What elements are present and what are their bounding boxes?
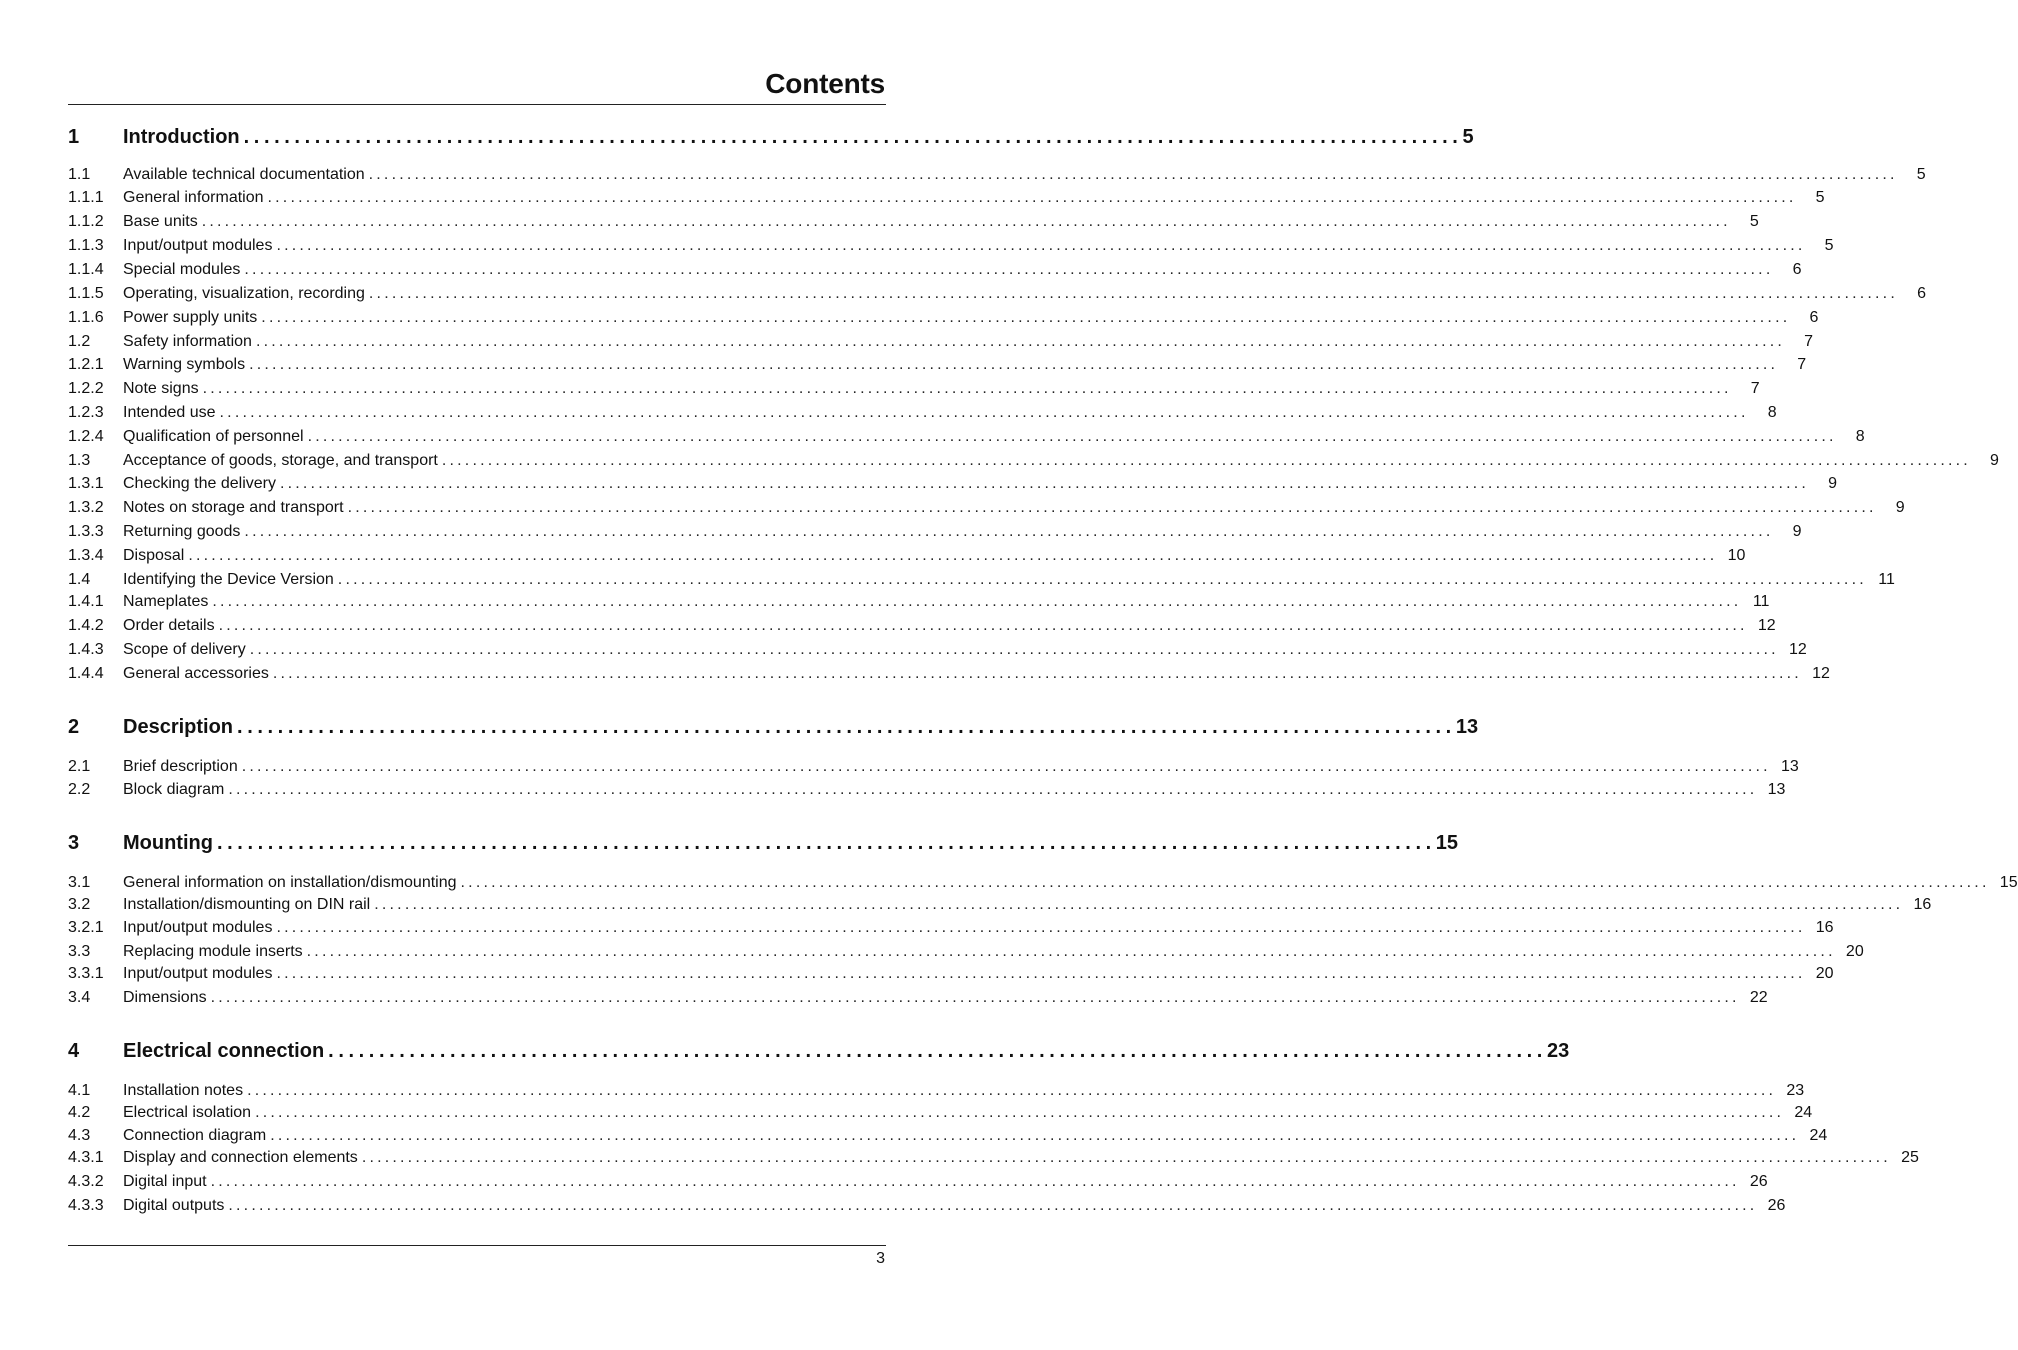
dot-leader: ........................................................................................................................................................................................................ <box>279 475 1810 492</box>
toc-entry-page: 26 <box>1749 1173 1768 1190</box>
dot-leader: ........................................................................................................................................................................................................ <box>261 309 1791 326</box>
toc-entry-page: 5 <box>1462 126 1474 148</box>
toc-entry-number: 1.3.2 <box>68 499 104 516</box>
dot-leader: ........................................................................................................................................................................................................ <box>249 356 1779 373</box>
dot-leader: ........................................................................................................................................................................................................ <box>276 919 1806 936</box>
toc-entry-number: 3.3 <box>68 943 91 960</box>
toc-entry-number: 1.1.6 <box>68 309 104 326</box>
toc-entry[interactable] <box>68 522 1802 542</box>
toc-entry-number: 1.1.5 <box>68 285 104 302</box>
dot-leader: ........................................................................................................................................................................................................ <box>460 874 1990 891</box>
toc-entry[interactable] <box>68 616 1776 636</box>
dot-leader: ........................................................................................................................................................................................................ <box>202 380 1732 397</box>
toc-entry-label: Display and connection elements <box>123 1149 358 1166</box>
toc-entry-label: Input/output modules <box>123 237 273 254</box>
toc-entry[interactable] <box>68 664 1830 684</box>
dot-leader: ........................................................................................................................................................................................................ <box>347 499 1877 516</box>
toc-entry-number: 1.2 <box>68 333 91 350</box>
toc-entry[interactable] <box>68 988 1768 1008</box>
dot-leader: ........................................................................................................................................................................................................ <box>267 189 1797 206</box>
toc-entry-page: 5 <box>1749 213 1759 230</box>
toc-entry-number: 2.1 <box>68 758 91 775</box>
toc-entry-page: 25 <box>1901 1149 1919 1166</box>
toc-entry-label: Electrical isolation <box>123 1104 252 1121</box>
toc-entry-label: Checking the delivery <box>123 475 276 492</box>
dot-leader: ........................................................................................................................ <box>237 716 1456 738</box>
toc-entry-page: 5 <box>1916 166 1926 183</box>
toc-entry[interactable] <box>68 570 1895 590</box>
toc-entry[interactable] <box>68 1126 1828 1146</box>
toc-entry-label: Installation/dismounting on DIN rail <box>123 896 371 913</box>
toc-entry-label: Scope of delivery <box>123 641 246 658</box>
toc-entry-number: 1.3.3 <box>68 523 104 540</box>
dot-leader: ........................................................................................................................................................................................................ <box>241 758 1771 775</box>
toc-entry-page: 16 <box>1913 896 1932 913</box>
toc-entry[interactable] <box>68 873 2018 893</box>
toc-entry-number: 3.3.1 <box>68 965 104 982</box>
dot-leader: ........................................................................................................................................................................................................ <box>249 641 1779 658</box>
dot-leader: ........................................................................................................................................................................................................ <box>368 166 1898 183</box>
toc-entry-number: 1.2.2 <box>68 380 104 397</box>
dot-leader: ........................................................................................................................................................................................................ <box>307 428 1837 445</box>
toc-entry-number: 1.1.4 <box>68 261 104 278</box>
dot-leader: ........................................................................................................................................................................................................ <box>210 989 1740 1006</box>
toc-entry-label: Replacing module inserts <box>123 943 303 960</box>
page-number: 3 <box>876 1250 885 1267</box>
toc-entry-page: 5 <box>1824 237 1834 254</box>
toc-entry[interactable] <box>68 451 1999 471</box>
toc-entry-page: 26 <box>1767 1197 1786 1214</box>
toc-chapter-entry[interactable] <box>68 714 1479 740</box>
toc-entry-label: Block diagram <box>123 781 225 798</box>
toc-entry-page: 20 <box>1815 965 1834 982</box>
toc-entry-number: 1.1.1 <box>68 189 104 206</box>
toc-entry-label: Qualification of personnel <box>123 428 304 445</box>
toc-entry-label: Digital input <box>123 1173 207 1190</box>
toc-entry-number: 1.1 <box>68 166 91 183</box>
toc-entry-label: Electrical connection <box>123 1040 325 1062</box>
toc-entry-page: 24 <box>1809 1127 1828 1144</box>
toc-entry-number: 1.4.2 <box>68 617 104 634</box>
toc-entry-label: Digital outputs <box>123 1197 225 1214</box>
toc-entry-label: Input/output modules <box>123 919 273 936</box>
dot-leader: ........................................................................................................................................................................................................ <box>374 896 1904 913</box>
toc-entry[interactable] <box>68 546 1746 566</box>
toc-entry-number: 1.3.4 <box>68 547 104 564</box>
toc-entry-label: General information on installation/dismounting <box>123 874 457 891</box>
dot-leader: ........................................................................................................................................................................................................ <box>361 1149 1891 1166</box>
toc-entry[interactable] <box>68 1103 1813 1123</box>
toc-entry[interactable] <box>68 1172 1768 1192</box>
toc-entry[interactable] <box>68 427 1865 447</box>
dot-leader: ........................................................................................................................................................................................................ <box>228 781 1758 798</box>
toc-entry-number: 3.2.1 <box>68 919 104 936</box>
toc-entry-page: 20 <box>1845 943 1864 960</box>
toc-entry[interactable] <box>68 1196 1786 1216</box>
toc-entry[interactable] <box>68 308 1819 328</box>
toc-entry-label: Acceptance of goods, storage, and transport <box>123 452 438 469</box>
toc-entry-page: 15 <box>1435 832 1459 854</box>
dot-leader: ........................................................................................................................................................................................................ <box>255 1104 1785 1121</box>
toc-entry[interactable] <box>68 757 1799 777</box>
toc-entry-page: 23 <box>1786 1082 1805 1099</box>
toc-entry-page: 11 <box>1878 571 1895 588</box>
dot-leader: ........................................................................................................................ <box>243 126 1463 148</box>
dot-leader: ........................................................................................................................................................................................................ <box>270 1127 1800 1144</box>
toc-entry-number: 4.3.3 <box>68 1197 104 1214</box>
toc-entry[interactable] <box>68 1081 1805 1101</box>
toc-entry-number: 1.2.1 <box>68 356 104 373</box>
dot-leader: ........................................................................................................................................................................................................ <box>188 547 1718 564</box>
toc-entry-number: 3 <box>68 832 80 854</box>
toc-entry-number: 1.3.1 <box>68 475 104 492</box>
toc-entry-number: 2.2 <box>68 781 91 798</box>
toc-entry-label: Warning symbols <box>123 356 246 373</box>
toc-entry-page: 6 <box>1792 261 1802 278</box>
dot-leader: ........................................................................................................................................................................................................ <box>337 571 1867 588</box>
dot-leader: ........................................................................................................................................................................................................ <box>276 237 1806 254</box>
toc-entry-page: 24 <box>1794 1104 1813 1121</box>
toc-entry-number: 1.4.4 <box>68 665 104 682</box>
toc-entry-page: 9 <box>1792 523 1802 540</box>
dot-leader: ........................................................................................................................................................................................................ <box>247 1082 1777 1099</box>
toc-entry-number: 4.3.2 <box>68 1173 104 1190</box>
toc-entry-page: 22 <box>1749 989 1768 1006</box>
dot-leader: ........................................................................................................................................................................................................ <box>201 213 1731 230</box>
toc-entry-number: 4 <box>68 1040 80 1062</box>
toc-entry-page: 16 <box>1815 919 1834 936</box>
toc-entry-label: Safety information <box>123 333 252 350</box>
toc-entry-number: 4.3 <box>68 1127 91 1144</box>
toc-entry-number: 1.4.1 <box>68 593 104 610</box>
toc-entry-page: 9 <box>1828 475 1838 492</box>
toc-entry-label: Brief description <box>123 758 238 775</box>
toc-entry-number: 1.2.4 <box>68 428 104 445</box>
toc-entry-label: Returning goods <box>123 523 241 540</box>
toc-entry-number: 1.2.3 <box>68 404 104 421</box>
toc-entry-label: General information <box>123 189 264 206</box>
toc-entry-label: Disposal <box>123 547 185 564</box>
toc-entry-label: General accessories <box>123 665 269 682</box>
toc-entry-page: 12 <box>1757 617 1776 634</box>
toc-entry-label: Dimensions <box>123 989 207 1006</box>
toc-entry-number: 1.1.2 <box>68 213 104 230</box>
toc-entry-page: 15 <box>1999 874 2018 891</box>
toc-entry-page: 13 <box>1780 758 1799 775</box>
toc-entry-label: Mounting <box>123 832 213 854</box>
toc-entry-number: 2 <box>68 716 80 738</box>
toc-entry[interactable] <box>68 284 1926 304</box>
toc-entry[interactable] <box>68 332 1814 352</box>
dot-leader: ........................................................................................................................................................................................................ <box>306 943 1836 960</box>
toc-entry-page: 7 <box>1804 333 1814 350</box>
toc-entry[interactable] <box>68 212 1759 232</box>
toc-entry[interactable] <box>68 964 1834 984</box>
toc-entry-page: 12 <box>1812 665 1830 682</box>
toc-entry-page: 23 <box>1546 1040 1570 1062</box>
page-title: Contents <box>765 68 885 99</box>
toc-entry-page: 11 <box>1752 593 1770 610</box>
toc-entry-number: 1.4 <box>68 571 91 588</box>
toc-entry-page: 6 <box>1809 309 1819 326</box>
toc-entry-label: Available technical documentation <box>123 166 365 183</box>
header-rule <box>68 104 886 105</box>
toc-entry-page: 13 <box>1455 716 1479 738</box>
toc-entry-number: 1 <box>68 126 80 148</box>
toc-entry[interactable] <box>68 188 1825 208</box>
dot-leader: ........................................................................................................................................................................................................ <box>219 404 1749 421</box>
toc-entry-number: 4.3.1 <box>68 1149 104 1166</box>
toc-entry[interactable] <box>68 260 1802 280</box>
toc-entry-label: Input/output modules <box>123 965 273 982</box>
toc-chapter-entry[interactable] <box>68 1038 1570 1064</box>
toc-entry-label: Installation notes <box>123 1082 244 1099</box>
toc-entry-number: 3.4 <box>68 989 91 1006</box>
dot-leader: ........................................................................................................................................................................................................ <box>276 965 1806 982</box>
dot-leader: ........................................................................................................................................................................................................ <box>210 1173 1740 1190</box>
toc-entry-page: 10 <box>1727 547 1746 564</box>
toc-entry-page: 6 <box>1917 285 1926 302</box>
toc-entry-page: 9 <box>1990 452 1999 469</box>
toc-entry-label: Notes on storage and transport <box>123 499 344 516</box>
toc-entry-page: 13 <box>1767 781 1786 798</box>
toc-entry-page: 5 <box>1815 189 1825 206</box>
toc-entry-number: 3.1 <box>68 874 91 891</box>
toc-entry[interactable] <box>68 355 1807 375</box>
toc-entry-page: 7 <box>1797 356 1807 373</box>
dot-leader: ........................................................................................................................................................................................................ <box>244 261 1774 278</box>
toc-entry-page: 7 <box>1750 380 1760 397</box>
dot-leader: ........................................................................................................................................................................................................ <box>244 523 1774 540</box>
toc-entry[interactable] <box>68 918 1834 938</box>
dot-leader: ........................................................................................................................................................................................................ <box>255 333 1786 350</box>
dot-leader: ........................................................................................................................................................................................................ <box>212 593 1742 610</box>
dot-leader: ........................................................................................................................................................................................................ <box>218 617 1748 634</box>
toc-entry-page: 8 <box>1767 404 1777 421</box>
toc-entry[interactable] <box>68 1148 1919 1168</box>
toc-entry[interactable] <box>68 474 1838 494</box>
toc-entry-label: Note signs <box>123 380 199 397</box>
toc-entry[interactable] <box>68 165 1926 185</box>
footer-rule <box>68 1245 886 1246</box>
toc-entry-page: 8 <box>1855 428 1865 445</box>
toc-entry-number: 1.1.3 <box>68 237 104 254</box>
toc-entry[interactable] <box>68 403 1777 423</box>
toc-entry-page: 9 <box>1895 499 1905 516</box>
toc-chapter-entry[interactable] <box>68 124 1474 150</box>
dot-leader: ........................................................................................................................................................................................................ <box>228 1197 1758 1214</box>
toc-entry-label: Special modules <box>123 261 241 278</box>
toc-entry[interactable] <box>68 895 1932 915</box>
toc-entry-label: Introduction <box>123 126 240 148</box>
toc-entry-number: 1.4.3 <box>68 641 104 658</box>
toc-entry-number: 1.3 <box>68 452 91 469</box>
toc-entry-label: Power supply units <box>123 309 258 326</box>
toc-entry[interactable] <box>68 640 1807 660</box>
toc-entry-label: Intended use <box>123 404 216 421</box>
toc-entry[interactable] <box>68 236 1834 256</box>
toc-entry-label: Base units <box>123 213 198 230</box>
toc-entry-number: 3.2 <box>68 896 91 913</box>
dot-leader: ........................................................................................................................................................................................................ <box>368 285 1898 302</box>
toc-entry[interactable] <box>68 592 1770 612</box>
toc-entry-number: 4.2 <box>68 1104 91 1121</box>
toc-entry[interactable] <box>68 498 1905 518</box>
toc-entry[interactable] <box>68 379 1760 399</box>
toc-entry-label: Connection diagram <box>123 1127 267 1144</box>
dot-leader: ........................................................................................................................ <box>216 832 1436 854</box>
dot-leader: ........................................................................................................................ <box>328 1040 1547 1062</box>
toc-entry[interactable] <box>68 942 1864 962</box>
dot-leader: ........................................................................................................................................................................................................ <box>272 665 1802 682</box>
toc-entry-label: Identifying the Device Version <box>123 571 334 588</box>
dot-leader: ........................................................................................................................................................................................................ <box>441 452 1971 469</box>
toc-entry-label: Order details <box>123 617 215 634</box>
toc-entry[interactable] <box>68 780 1786 800</box>
toc-entry-label: Description <box>123 716 234 738</box>
toc-entry-label: Nameplates <box>123 593 209 610</box>
toc-entry-number: 4.1 <box>68 1082 91 1099</box>
toc-entry-page: 12 <box>1789 641 1807 658</box>
toc-entry-label: Operating, visualization, recording <box>123 285 365 302</box>
toc-chapter-entry[interactable] <box>68 830 1459 856</box>
